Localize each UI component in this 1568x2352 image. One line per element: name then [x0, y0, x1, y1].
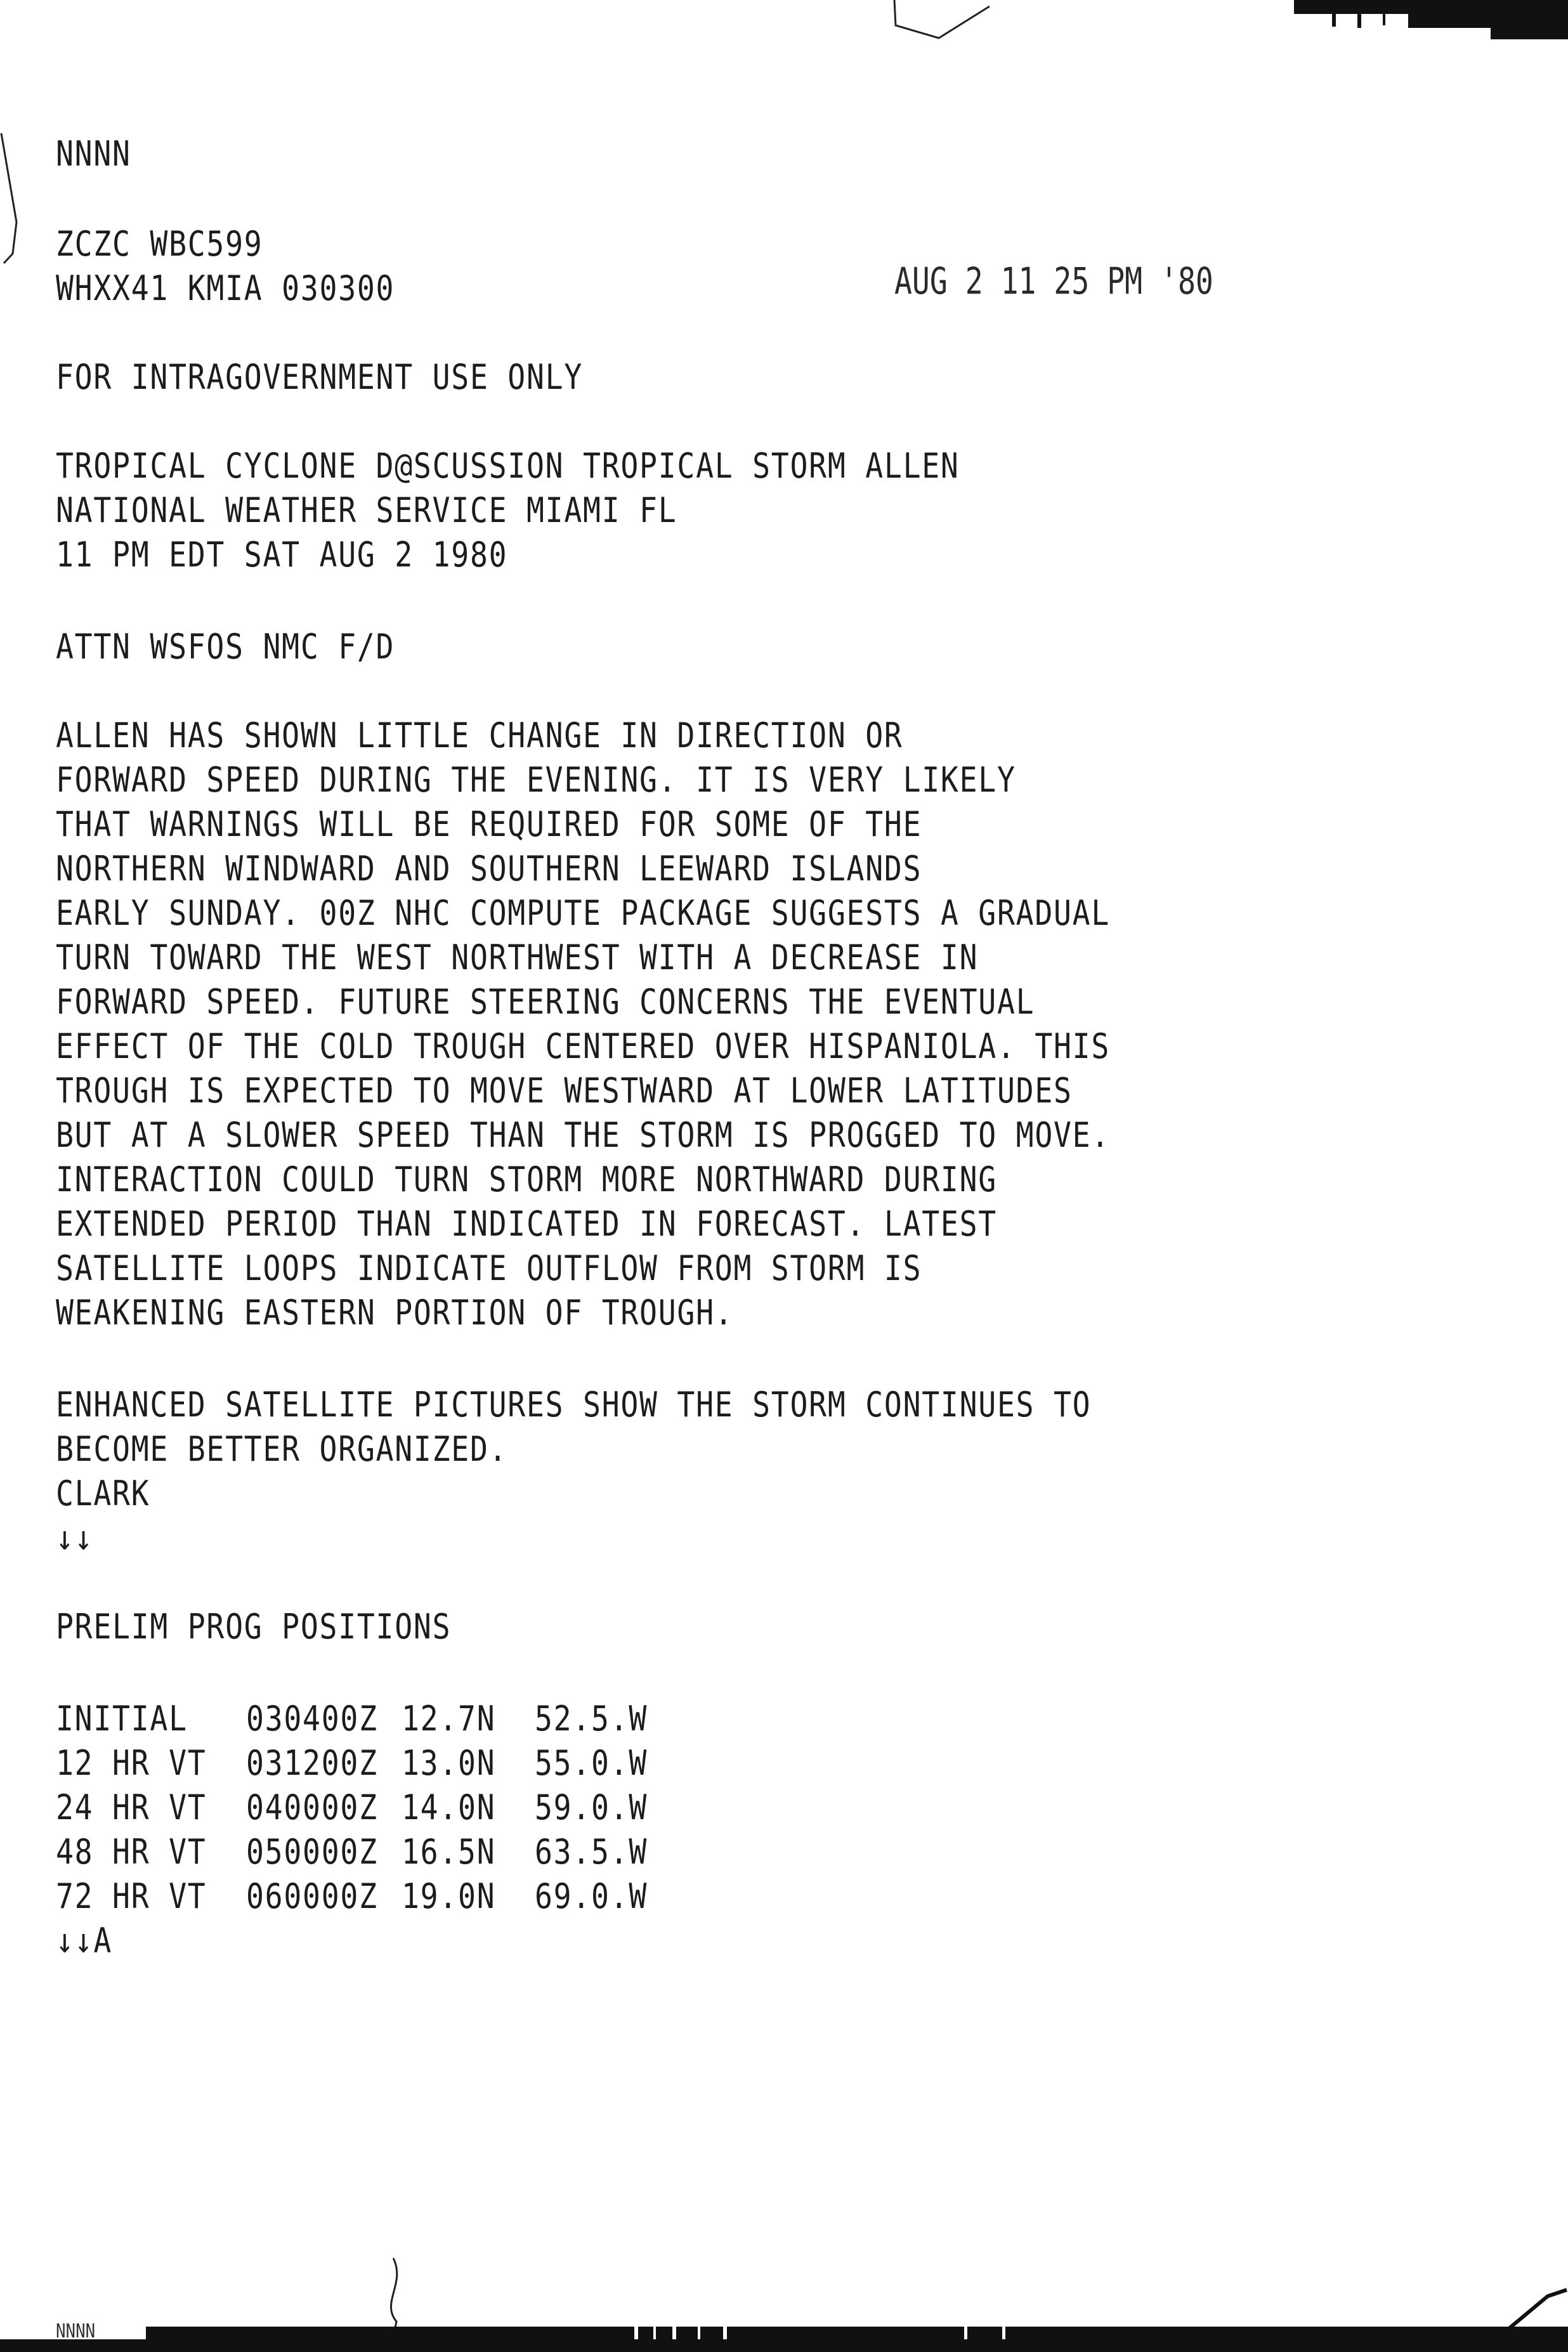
- message-routing-line: WHXX41 KMIA 030300: [56, 268, 395, 308]
- table-cell-longitude: 52.5.W: [535, 1699, 648, 1739]
- discussion-line: BECOME BETTER ORGANIZED.: [56, 1429, 508, 1469]
- issue-datetime: 11 PM EDT SAT AUG 2 1980: [56, 535, 508, 575]
- table-cell-time: 031200Z: [246, 1743, 378, 1783]
- table-cell-longitude: 55.0.W: [535, 1743, 648, 1783]
- table-cell-latitude: 16.5N: [402, 1832, 496, 1872]
- message-header-line: ZCZC WBC599: [56, 224, 263, 264]
- table-cell-period: 72 HR VT: [56, 1876, 207, 1916]
- discussion-line: EARLY SUNDAY. 00Z NHC COMPUTE PACKAGE SUGGESTS A GRADUAL: [56, 893, 1111, 933]
- table-cell-time: 060000Z: [246, 1876, 378, 1916]
- end-marker: ↓↓A: [56, 1921, 113, 1961]
- table-cell-longitude: 63.5.W: [535, 1832, 648, 1872]
- discussion-line: FORWARD SPEED. FUTURE STEERING CONCERNS THE EVENTUAL: [56, 982, 1035, 1022]
- table-cell-latitude: 14.0N: [402, 1787, 496, 1827]
- table-cell-time: 050000Z: [246, 1832, 378, 1872]
- received-time-stamp: AUG 2 11 25 PM '80: [894, 259, 1213, 303]
- table-cell-period: 48 HR VT: [56, 1832, 207, 1872]
- line-feed-marker: ↓↓: [56, 1518, 94, 1558]
- table-cell-time: 030400Z: [246, 1699, 378, 1739]
- discussion-line: THAT WARNINGS WILL BE REQUIRED FOR SOME OF THE: [56, 804, 922, 844]
- scan-edge-bottom: [0, 2245, 1568, 2352]
- discussion-line: SATELLITE LOOPS INDICATE OUTFLOW FROM STORM IS: [56, 1248, 922, 1288]
- table-cell-period: 24 HR VT: [56, 1787, 207, 1827]
- table-cell-period: 12 HR VT: [56, 1743, 207, 1783]
- classification-line: FOR INTRAGOVERNMENT USE ONLY: [56, 357, 584, 397]
- discussion-line: TURN TOWARD THE WEST NORTHWEST WITH A DECREASE IN: [56, 938, 979, 977]
- table-cell-longitude: 69.0.W: [535, 1876, 648, 1916]
- table-cell-latitude: 19.0N: [402, 1876, 496, 1916]
- discussion-line: FORWARD SPEED DURING THE EVENING. IT IS VERY LIKELY: [56, 760, 1016, 800]
- forecaster-signature: CLARK: [56, 1473, 150, 1513]
- discussion-line: WEAKENING EASTERN PORTION OF TROUGH.: [56, 1293, 734, 1333]
- discussion-line: EFFECT OF THE COLD TROUGH CENTERED OVER HISPANIOLA. THIS: [56, 1026, 1111, 1066]
- positions-heading: PRELIM PROG POSITIONS: [56, 1607, 452, 1647]
- document-title: TROPICAL CYCLONE D@SCUSSION TROPICAL STORM ALLEN: [56, 446, 960, 486]
- discussion-line: NORTHERN WINDWARD AND SOUTHERN LEEWARD ISLANDS: [56, 849, 922, 889]
- discussion-line: TROUGH IS EXPECTED TO MOVE WESTWARD AT LOWER LATITUDES: [56, 1071, 1073, 1111]
- issuing-office: NATIONAL WEATHER SERVICE MIAMI FL: [56, 490, 677, 530]
- scan-edge-top-right: [888, 0, 1568, 44]
- discussion-line: ALLEN HAS SHOWN LITTLE CHANGE IN DIRECTION OR: [56, 715, 903, 755]
- table-cell-latitude: 12.7N: [402, 1699, 496, 1739]
- footer-end-of-message: NNNN: [56, 2320, 96, 2342]
- table-cell-longitude: 59.0.W: [535, 1787, 648, 1827]
- scan-edge-left-mark: [0, 127, 25, 279]
- discussion-line: EXTENDED PERIOD THAN INDICATED IN FORECAST. LATEST: [56, 1204, 997, 1244]
- discussion-line: BUT AT A SLOWER SPEED THAN THE STORM IS PROGGED TO MOVE.: [56, 1115, 1111, 1155]
- discussion-line: INTERACTION COULD TURN STORM MORE NORTHWARD DURING: [56, 1160, 997, 1199]
- table-cell-latitude: 13.0N: [402, 1743, 496, 1783]
- table-cell-period: INITIAL: [56, 1699, 188, 1739]
- end-of-message-marker: NNNN: [56, 134, 131, 174]
- attention-line: ATTN WSFOS NMC F/D: [56, 627, 395, 667]
- table-cell-time: 040000Z: [246, 1787, 378, 1827]
- discussion-line: ENHANCED SATELLITE PICTURES SHOW THE STORM CONTINUES TO: [56, 1385, 1092, 1425]
